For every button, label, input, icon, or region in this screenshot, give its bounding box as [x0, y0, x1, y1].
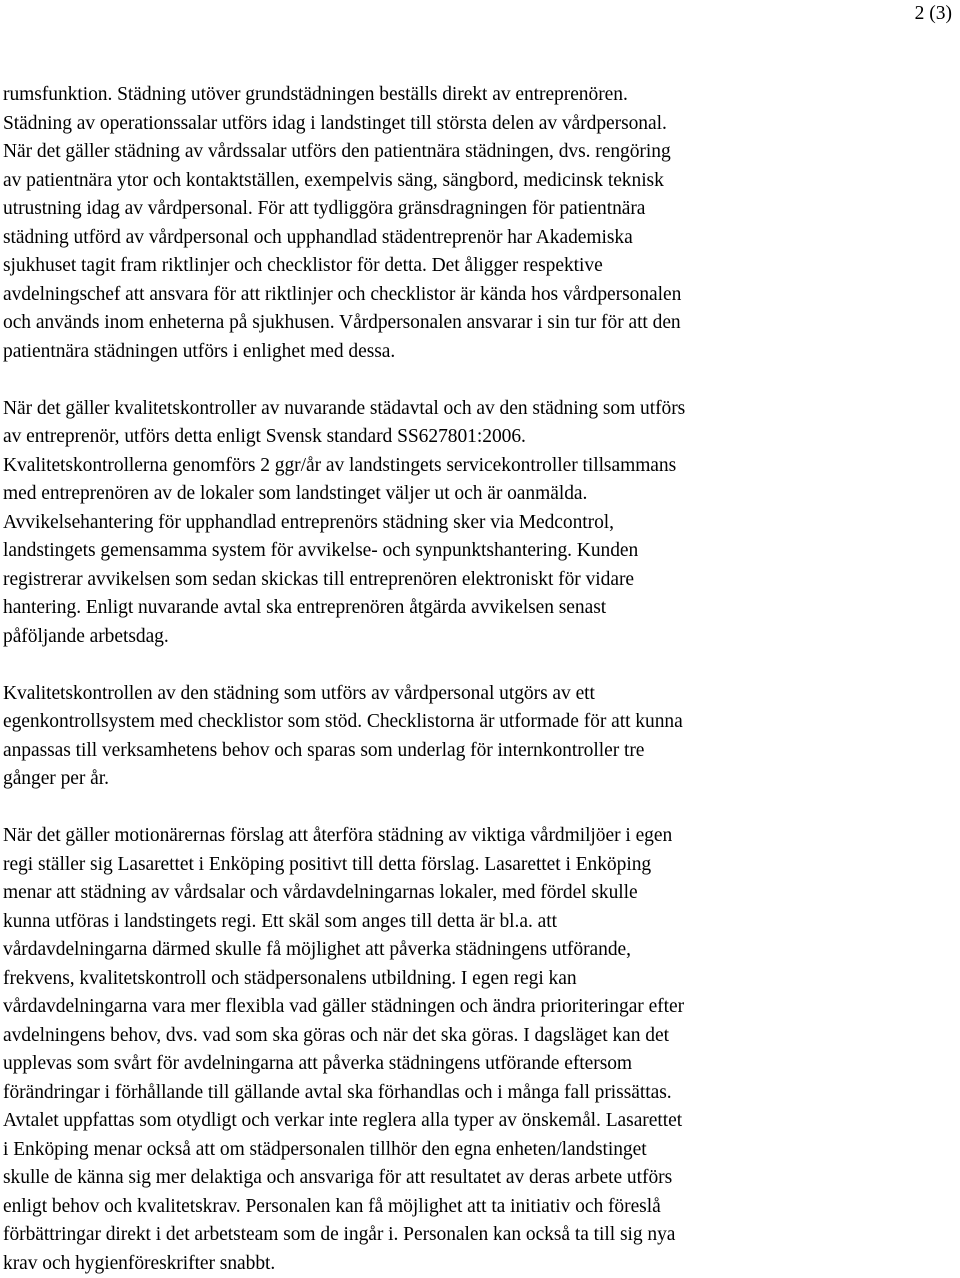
- text-line: anpassas till verksamhetens behov och sparas som underlag för internkontroller tre: [3, 737, 955, 766]
- text-line: hantering. Enligt nuvarande avtal ska entreprenören åtgärda avvikelsen senast: [3, 594, 955, 623]
- text-line: Kvalitetskontrollen av den städning som utförs av vårdpersonal utgörs av ett: [3, 680, 955, 709]
- text-line: landstingets gemensamma system för avvikelse- och synpunktshantering. Kunden: [3, 537, 955, 566]
- text-line: utrustning idag av vårdpersonal. För att tydliggöra gränsdragningen för patientnära: [3, 195, 955, 224]
- text-line: egenkontrollsystem med checklistor som stöd. Checklistorna är utformade för att kunna: [3, 708, 955, 737]
- text-line: sjukhuset tagit fram riktlinjer och checklistor för detta. Det åligger respektive: [3, 252, 955, 281]
- paragraph-2: [3, 395, 955, 652]
- text-line: Avtalet uppfattas som otydligt och verkar inte reglera alla typer av önskemål. Lasarettet: [3, 1107, 955, 1136]
- text-line: registrerar avvikelsen som sedan skickas till entreprenören elektroniskt för vidare: [3, 566, 955, 595]
- text-line: förändringar i förhållande till gällande avtal ska förhandlas och i många fall prissättas.: [3, 1079, 955, 1108]
- text-line: enligt behov och kvalitetskrav. Personalen kan få möjlighet att ta initiativ och föreslå: [3, 1193, 955, 1222]
- text-line: och används inom enheterna på sjukhusen. Vårdpersonalen ansvarar i sin tur för att den: [3, 309, 955, 338]
- text-line: skulle de känna sig mer delaktiga och ansvariga för att resultatet av deras arbete utförs: [3, 1164, 955, 1193]
- text-line: i Enköping menar också att om städpersonalen tillhör den egna enheten/landstinget: [3, 1136, 955, 1165]
- text-line: Städning av operationssalar utförs idag i landstinget till största delen av vårdpersonal.: [3, 110, 955, 139]
- text-line: krav och hygienföreskrifter snabbt.: [3, 1250, 955, 1278]
- paragraph-4: [3, 822, 955, 1278]
- text-line: regi ställer sig Lasarettet i Enköping positivt till detta förslag. Lasarettet i Enköping: [3, 851, 955, 880]
- text-line: När det gäller städning av vårdssalar utförs den patientnära städningen, dvs. rengöring: [3, 138, 955, 167]
- paragraph-1: [3, 81, 955, 366]
- text-line: rumsfunktion. Städning utöver grundstädningen beställs direkt av entreprenören.: [3, 81, 955, 110]
- text-line: avdelningschef att ansvara för att riktlinjer och checklistor är kända hos vårdpersonalen: [3, 281, 955, 310]
- page-number: 2 (3): [915, 2, 952, 26]
- text-line: frekvens, kvalitetskontroll och städpersonalens utbildning. I egen regi kan: [3, 965, 955, 994]
- document-body: [3, 81, 955, 1278]
- text-line: menar att städning av vårdsalar och vårdavdelningarnas lokaler, med fördel skulle: [3, 879, 955, 908]
- text-line: av entreprenör, utförs detta enligt Svensk standard SS627801:2006.: [3, 423, 955, 452]
- text-line: vårdavdelningarna vara mer flexibla vad gäller städningen och ändra prioriteringar efter: [3, 993, 955, 1022]
- text-line: städning utförd av vårdpersonal och upphandlad städentreprenör har Akademiska: [3, 224, 955, 253]
- text-line: patientnära städningen utförs i enlighet med dessa.: [3, 338, 955, 367]
- text-line: påföljande arbetsdag.: [3, 623, 955, 652]
- text-line: av patientnära ytor och kontaktställen, exempelvis säng, sängbord, medicinsk teknisk: [3, 167, 955, 196]
- text-line: Avvikelsehantering för upphandlad entreprenörs städning sker via Medcontrol,: [3, 509, 955, 538]
- text-line: avdelningens behov, dvs. vad som ska göras och när det ska göras. I dagsläget kan det: [3, 1022, 955, 1051]
- text-line: förbättringar direkt i det arbetsteam som de ingår i. Personalen kan också ta till sig nya: [3, 1221, 955, 1250]
- text-line: När det gäller kvalitetskontroller av nuvarande städavtal och av den städning som utförs: [3, 395, 955, 424]
- text-line: med entreprenören av de lokaler som landstinget väljer ut och är oanmälda.: [3, 480, 955, 509]
- text-line: kunna utföras i landstingets regi. Ett skäl som anges till detta är bl.a. att: [3, 908, 955, 937]
- paragraph-3: [3, 680, 955, 794]
- text-line: upplevas som svårt för avdelningarna att påverka städningens utförande eftersom: [3, 1050, 955, 1079]
- text-line: Kvalitetskontrollerna genomförs 2 ggr/år av landstingets servicekontroller tillsammans: [3, 452, 955, 481]
- text-line: När det gäller motionärernas förslag att återföra städning av viktiga vårdmiljöer i egen: [3, 822, 955, 851]
- text-line: gånger per år.: [3, 765, 955, 794]
- text-line: vårdavdelningarna därmed skulle få möjlighet att påverka städningens utförande,: [3, 936, 955, 965]
